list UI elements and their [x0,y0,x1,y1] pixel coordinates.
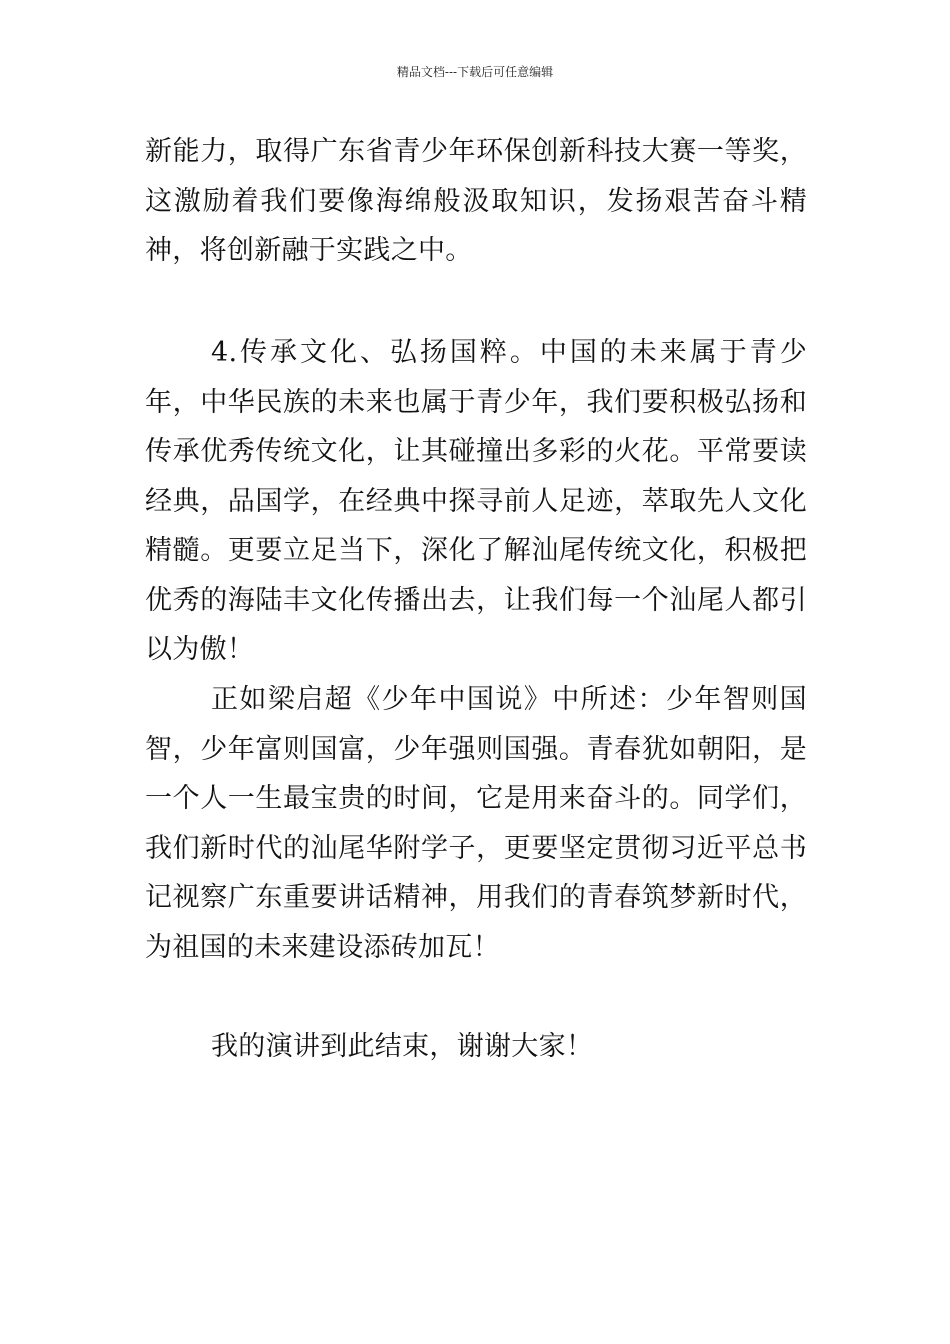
body-paragraph-continuation: 新能力，取得广东省青少年环保创新科技大赛一等奖，这激励着我们要像海绵般汲取知识，发扬艰苦奋斗精神，将创新融于实践之中。 [145,136,807,266]
page-header: 精品文档---下载后可任意编辑 [396,65,554,79]
closing-remark: 我的演讲到此结束，谢谢大家！ [211,1031,594,1062]
body-paragraph-conclusion: 正如梁启超《少年中国说》中所述：少年智则国智，少年富则国富，少年强则国强。青春犹如朝阳，是一个人一生最宝贵的时间，它是用来奋斗的。同学们，我们新时代的汕尾华附学子，更要坚定贯彻习近平总书记视察广东重要讲话精神，用我们的青春筑梦新时代，为祖国的未来建设添砖加瓦！ [145,684,807,963]
body-paragraph-culture: 4.传承文化、弘扬国粹。中国的未来属于青少年，中华民族的未来也属于青少年，我们要积极弘扬和传承优秀传统文化，让其碰撞出多彩的火花。平常要读经典，品国学，在经典中探寻前人足迹，萃取先人文化精髓。更要立足当下，深化了解汕尾传统文化，积极把优秀的海陆丰文化传播出去，让我们每一个汕尾人都引以为傲！ [145,337,807,665]
